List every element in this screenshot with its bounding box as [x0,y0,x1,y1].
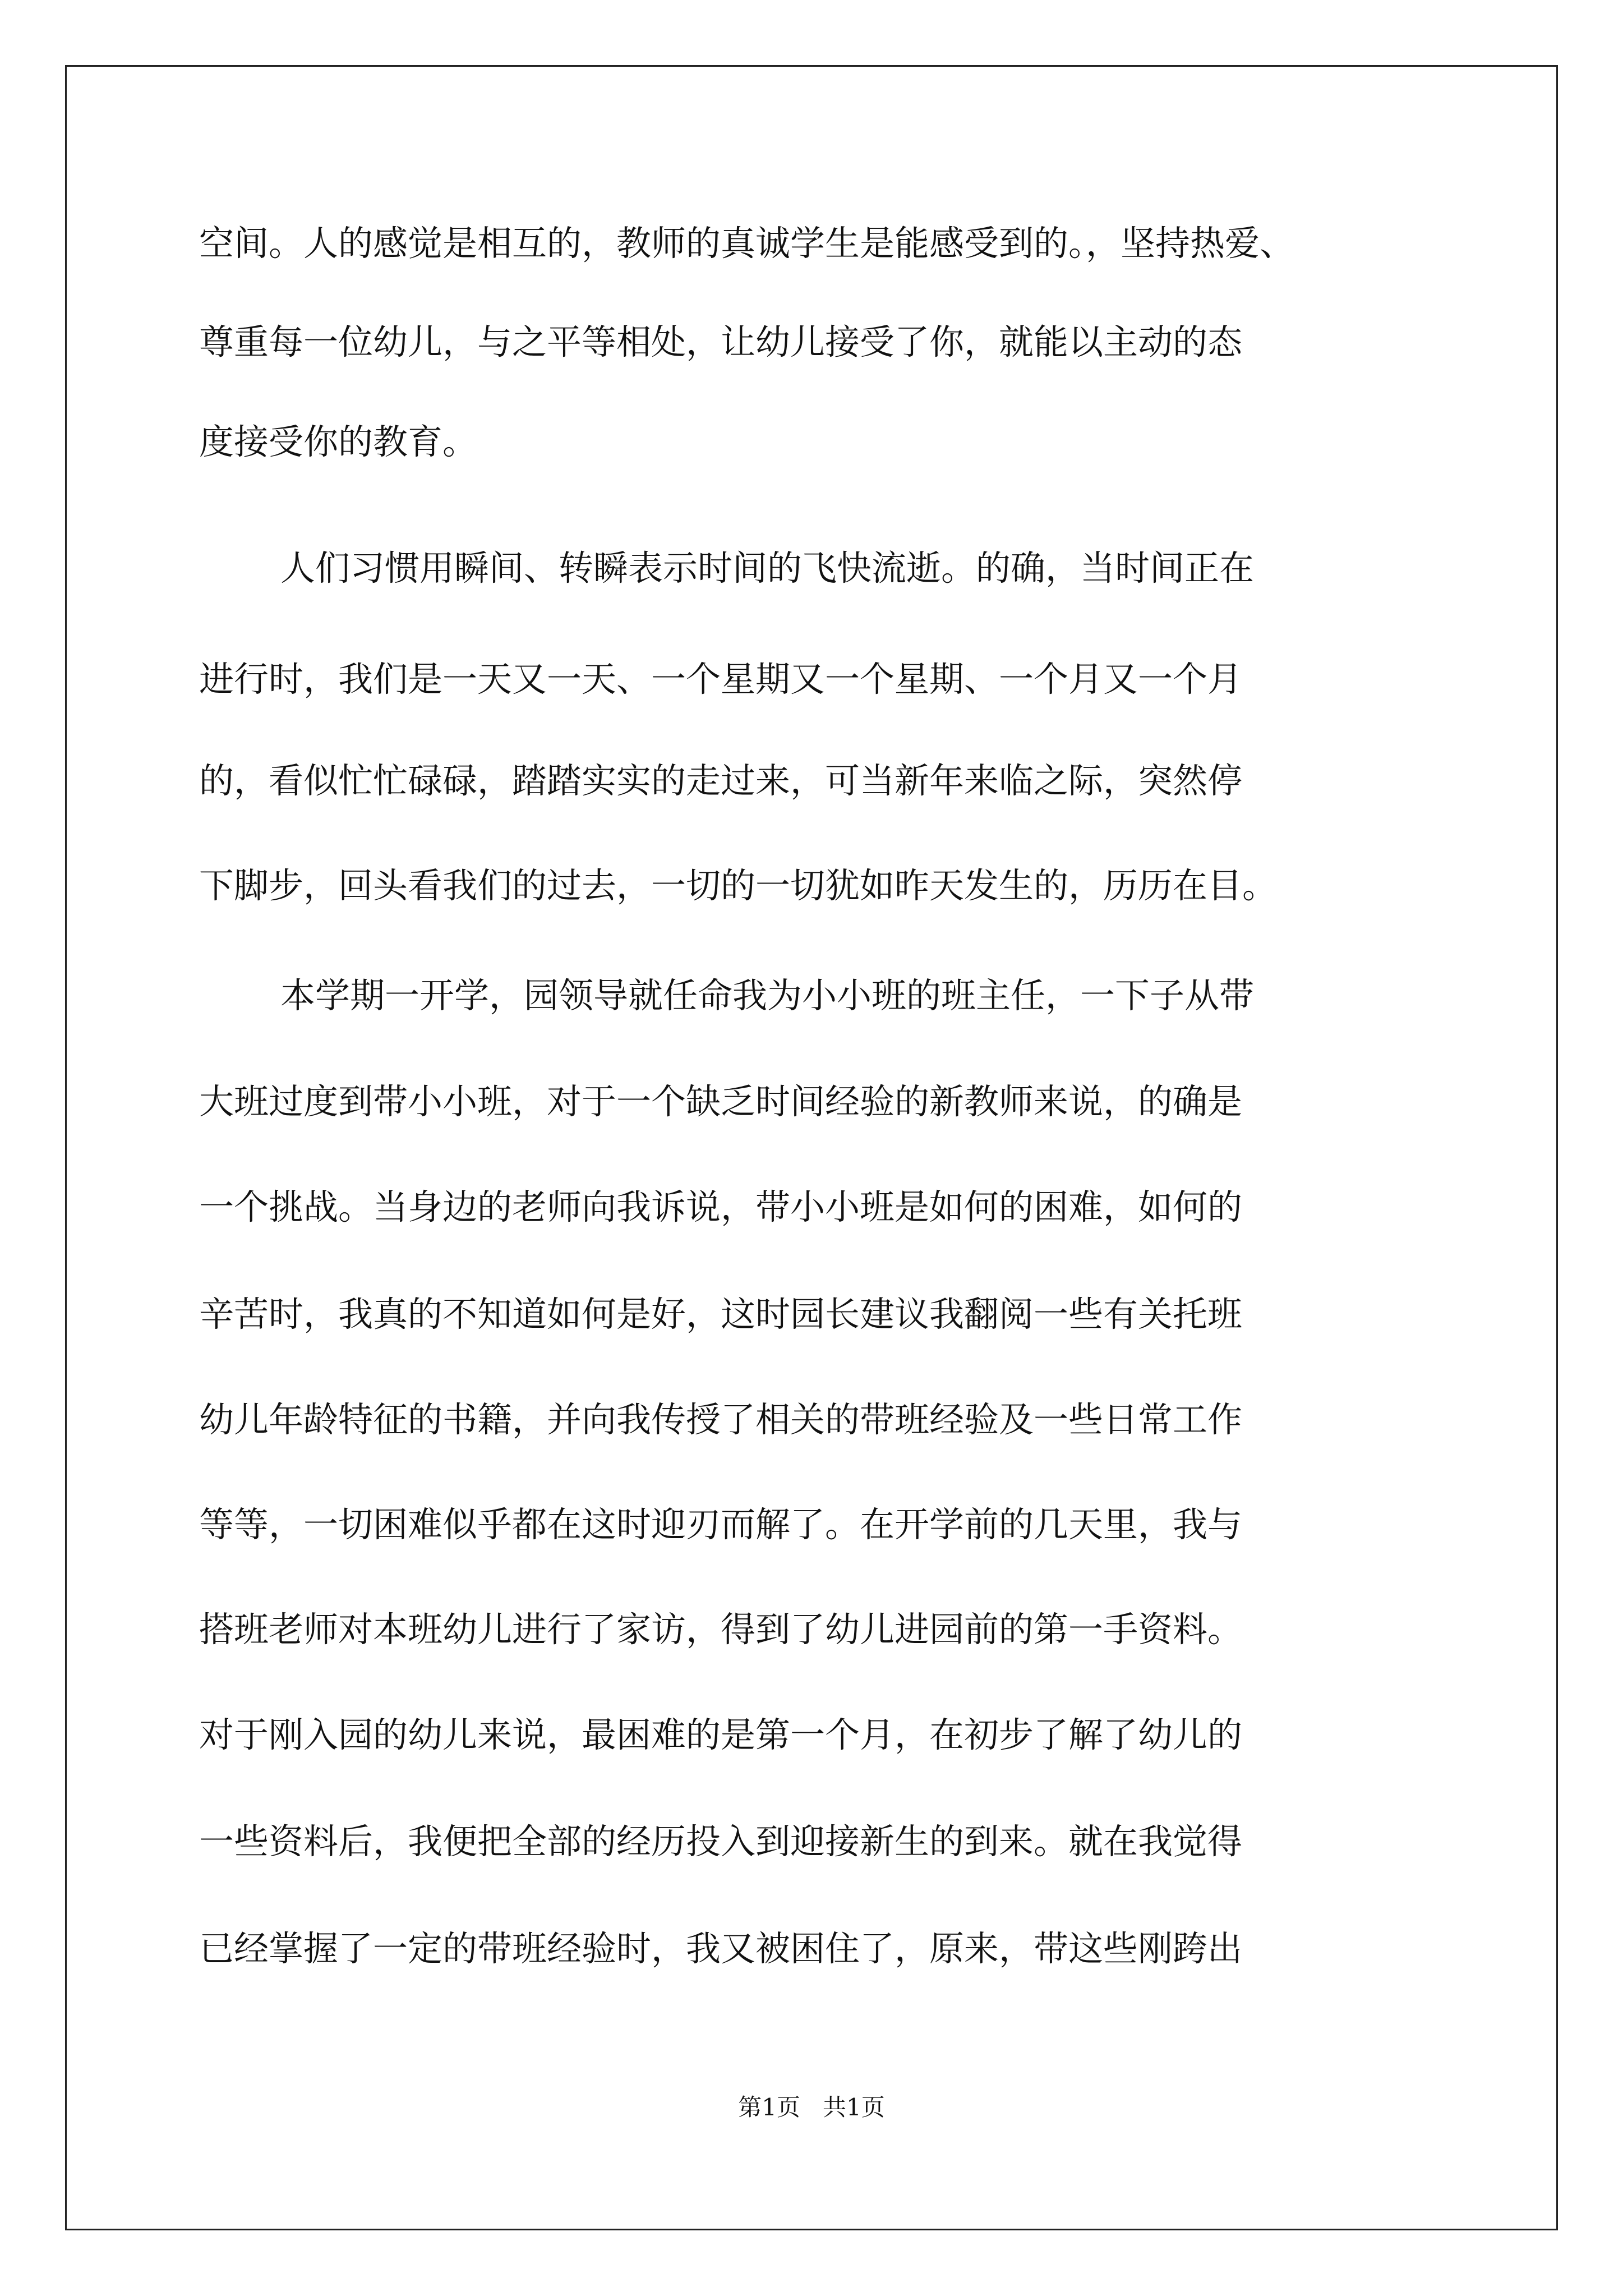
text-line: 已经掌握了一定的带班经验时，我又被困住了，原来，带这些刚跨出 [199,1928,1243,1969]
page-footer: 第1页 共1页 [738,2093,885,2121]
text-line: 空间。人的感觉是相互的，教师的真诚学生是能感受到的。，坚持热爱、 [199,223,1295,264]
text-line: 幼儿年龄特征的书籍，并向我传授了相关的带班经验及一些日常工作 [199,1399,1243,1440]
text-line: 的，看似忙忙碌碌，踏踏实实的走过来，可当新年来临之际，突然停 [199,760,1243,801]
text-line: 一些资料后，我便把全部的经历投入到迎接新生的到来。就在我觉得 [199,1821,1243,1862]
text-line: 一个挑战。当身边的老师向我诉说，带小小班是如何的困难，如何的 [199,1186,1243,1227]
text-line: 进行时，我们是一天又一天、一个星期又一个星期、一个月又一个月 [199,659,1243,700]
text-line: 本学期一开学，园领导就任命我为小小班的班主任，一下子从带 [280,975,1255,1016]
text-line: 尊重每一位幼儿，与之平等相处，让幼儿接受了你，就能以主动的态 [199,321,1243,362]
text-line: 搭班老师对本班幼儿进行了家访，得到了幼儿进园前的第一手资料。 [199,1609,1243,1650]
text-line: 度接受你的教育。 [199,421,478,462]
text-line: 下脚步，回头看我们的过去，一切的一切犹如昨天发生的，历历在目。 [199,865,1278,906]
text-line: 人们习惯用瞬间、转瞬表示时间的飞快流逝。的确，当时间正在 [280,547,1255,588]
text-line: 大班过度到带小小班，对于一个缺乏时间经验的新教师来说，的确是 [199,1081,1243,1122]
text-line: 等等，一切困难似乎都在这时迎刃而解了。在开学前的几天里，我与 [199,1504,1243,1545]
text-line: 对于刚入园的幼儿来说，最困难的是第一个月，在初步了解了幼儿的 [199,1714,1243,1755]
page-border [65,65,1558,2230]
text-line: 辛苦时，我真的不知道如何是好，这时园长建议我翻阅一些有关托班 [199,1294,1243,1335]
